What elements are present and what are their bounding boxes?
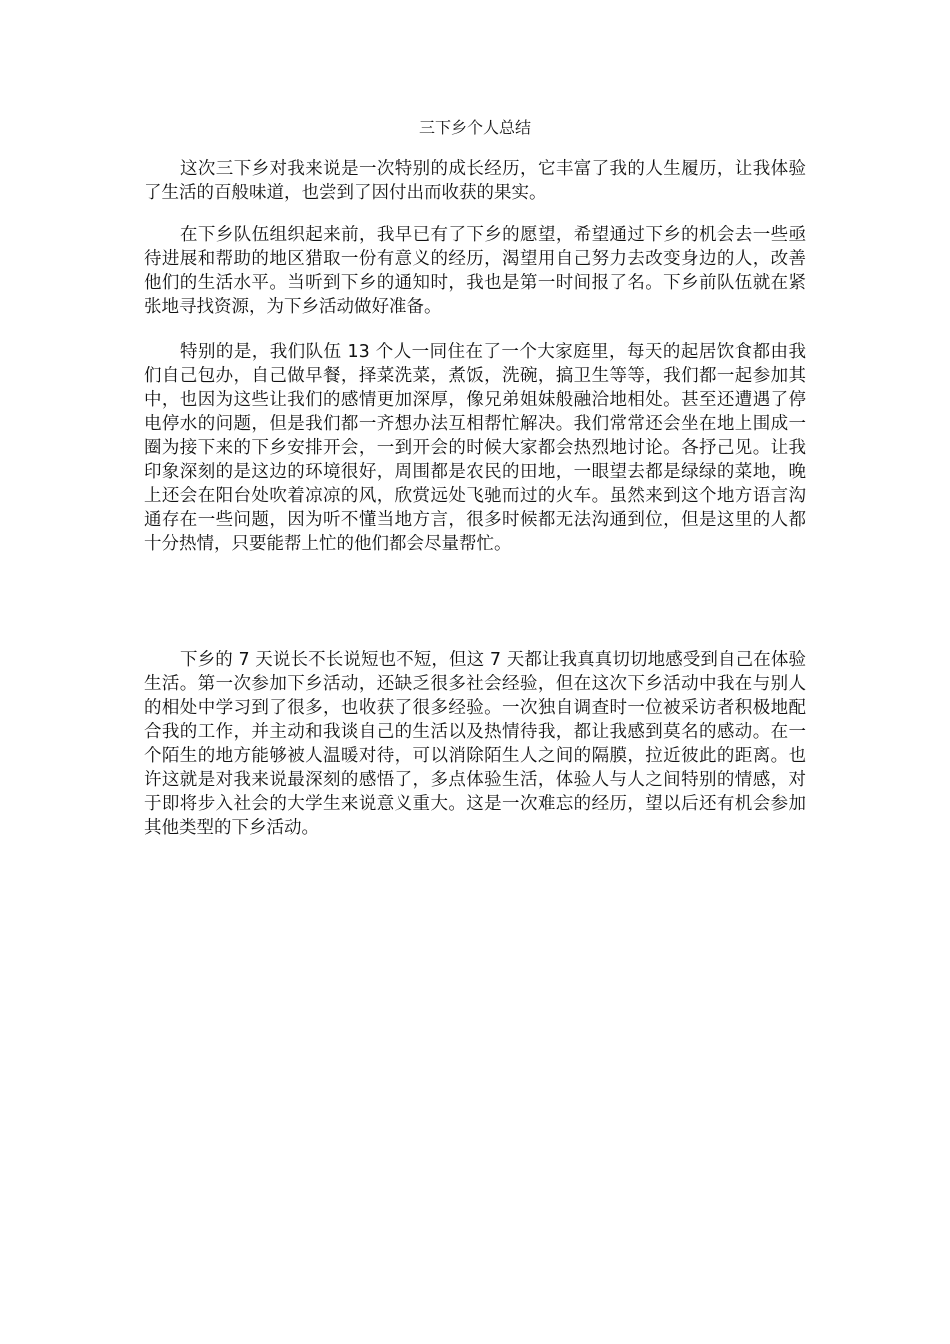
- document-title: 三下乡个人总结: [418, 118, 531, 137]
- paragraph-4: 下乡的 7 天说长不长说短也不短，但这 7 天都让我真真切切地感受到自己在体验生活。第一次参加下乡活动，还缺乏很多社会经验，但在这次下乡活动中我在与别人的相处中学习到了很多，也收获了很多经验。一次独自调查时一位被采访者积极地配合我的工作，并主动和我谈自己的生活以及热情待我，都让我感到莫名的感动。在一个陌生的地方能够被人温暖对待，可以消除陌生人之间的隔膜，拉近彼此的距离。也许这就是对我来说最深刻的感悟了，多点体验生活，体验人与人之间特别的情感，对于即将步入社会的大学生来说意义重大。这是一次难忘的经历，望以后还有机会参加其他类型的下乡活动。: [144, 650, 806, 838]
- paragraph-3: 特别的是，我们队伍 13 个人一同住在了一个大家庭里，每天的起居饮食都由我们自己包办，自己做早餐，择菜洗菜，煮饭，洗碗，搞卫生等等，我们都一起参加其中，也因为这些让我们的感情更加深厚，像兄弟姐妹般融洽地相处。甚至还遭遇了停电停水的问题，但是我们都一齐想办法互相帮忙解决。我们常常还会坐在地上围成一圈为接下来的下乡安排开会，一到开会的时候大家都会热烈地讨论。各抒己见。让我印象深刻的是这边的环境很好，周围都是农民的田地，一眼望去都是绿绿的菜地，晚上还会在阳台处吹着凉凉的风，欣赏远处飞驰而过的火车。虽然来到这个地方语言沟通存在一些问题，因为听不懂当地方言，很多时候都无法沟通到位，但是这里的人都十分热情，只要能帮上忙的他们都会尽量帮忙。: [144, 342, 806, 554]
- paragraph-1: 这次三下乡对我来说是一次特别的成长经历，它丰富了我的人生履历，让我体验了生活的百般味道，也尝到了因付出而收获的果实。: [144, 159, 806, 203]
- paragraph-2: 在下乡队伍组织起来前，我早已有了下乡的愿望，希望通过下乡的机会去一些亟待进展和帮助的地区猎取一份有意义的经历，渴望用自己努力去改变身边的人，改善他们的生活水平。当听到下乡的通知时，我也是第一时间报了名。下乡前队伍就在紧张地寻找资源，为下乡活动做好准备。: [144, 225, 806, 317]
